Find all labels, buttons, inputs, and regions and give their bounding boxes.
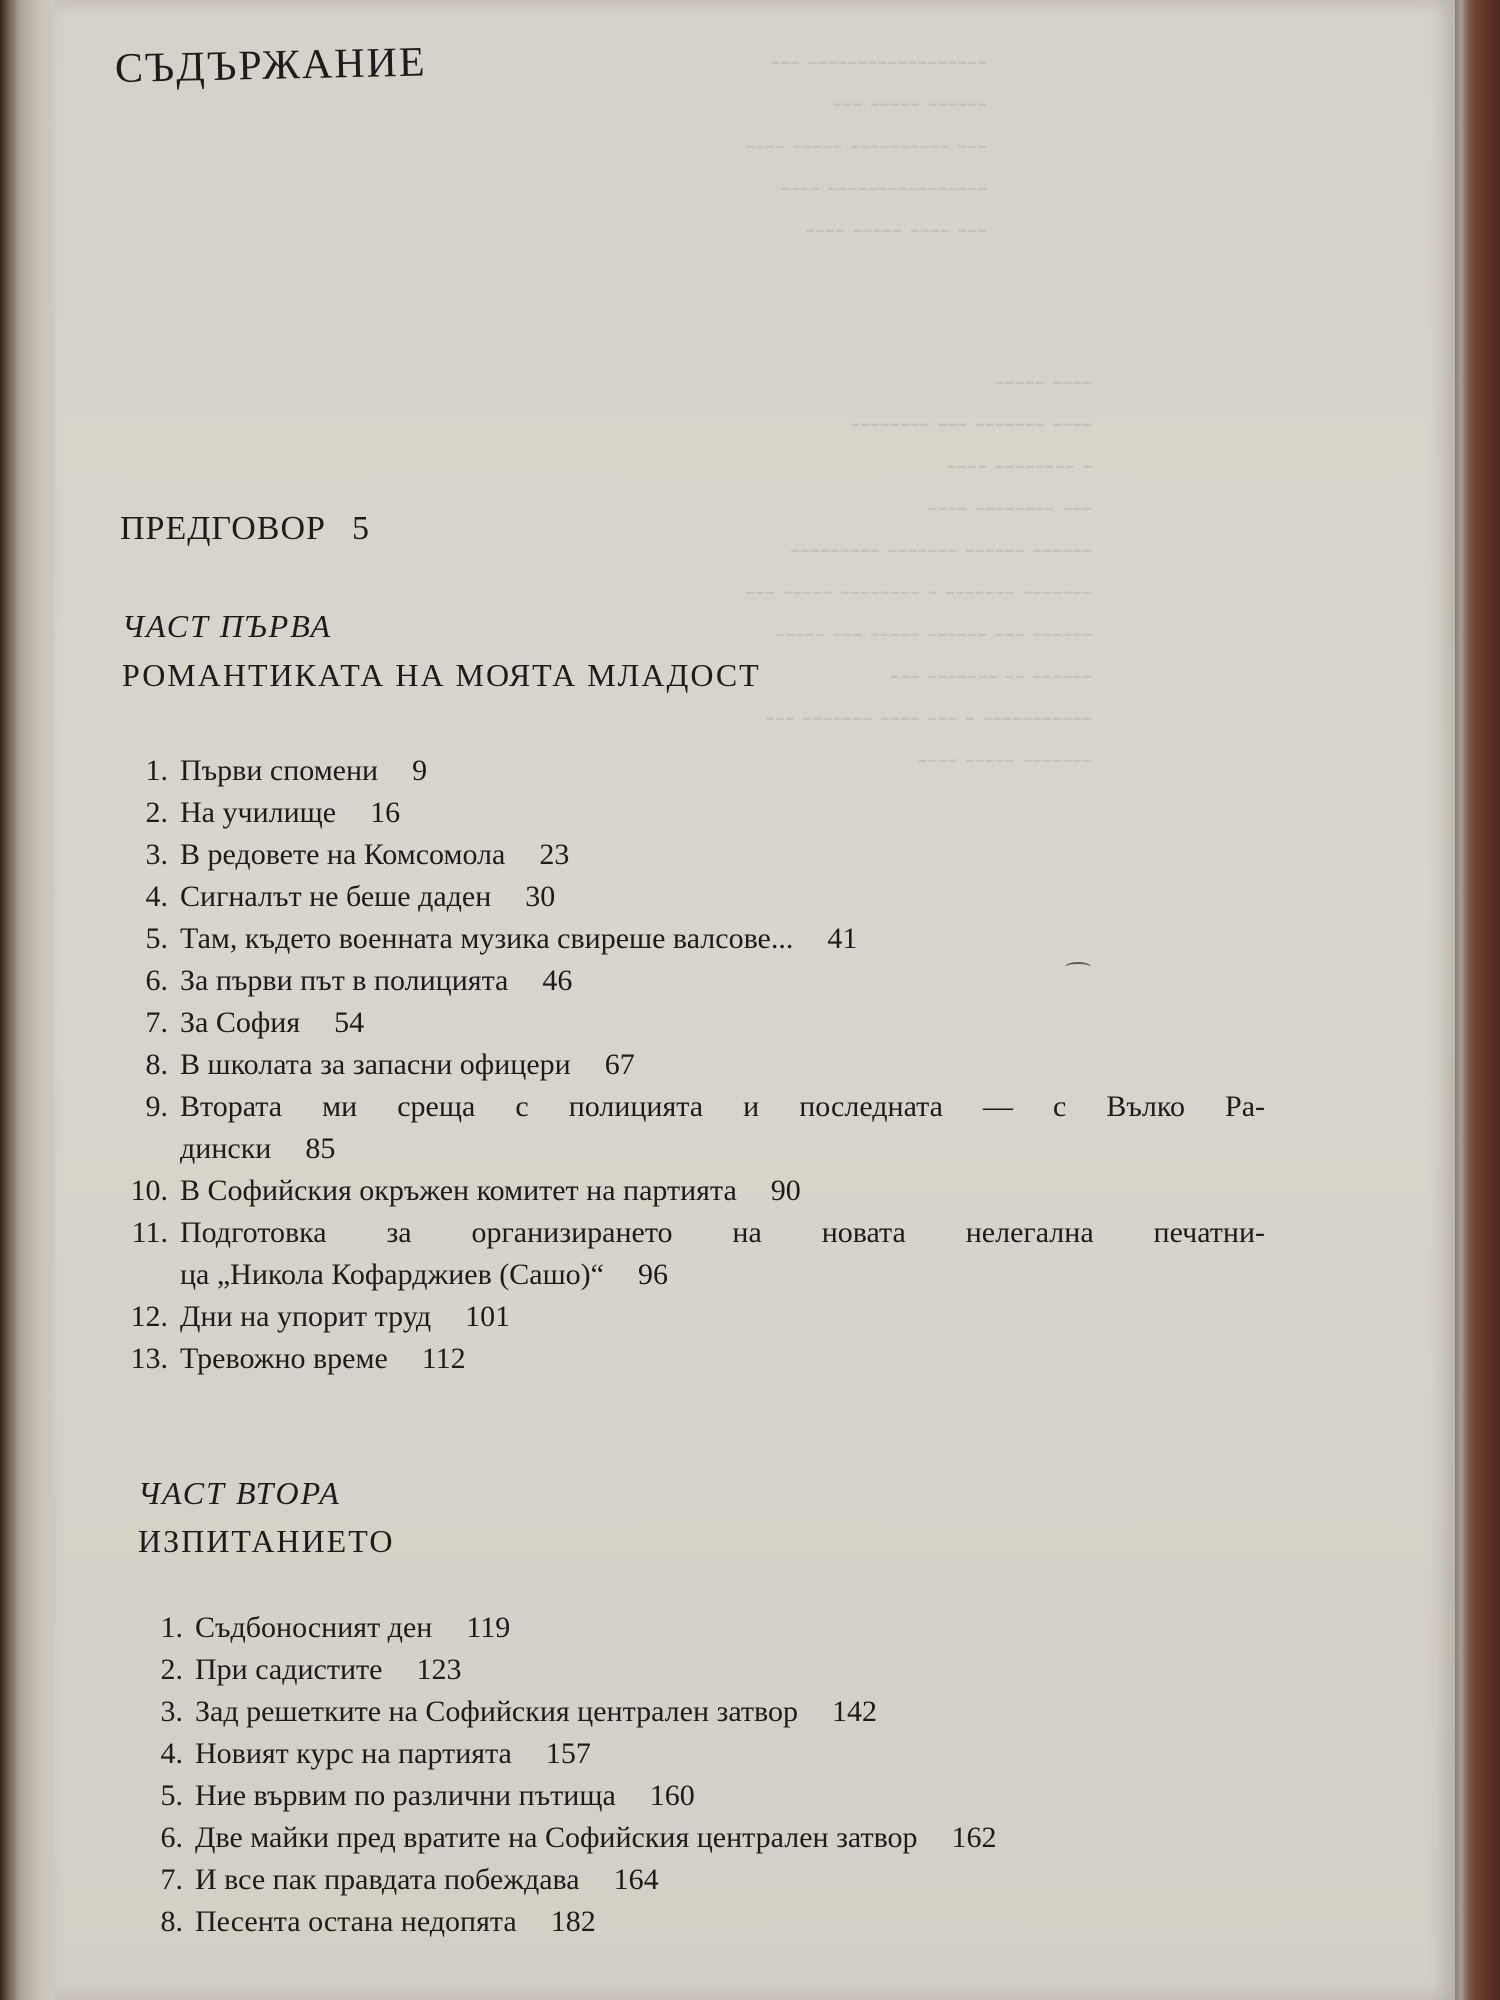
chapter-title-continued: ца „Никола Кофарджиев (Сашо)“ <box>180 1258 604 1291</box>
chapter-title: Новият курс на партията <box>195 1737 512 1770</box>
chapter-page: 90 <box>770 1174 801 1207</box>
chapter-page: 157 <box>545 1737 591 1770</box>
chapter-page: 67 <box>604 1048 635 1081</box>
chapter-title: Сигналът не беше даден <box>180 880 492 913</box>
toc-entry[interactable]: 4. Новият курс на партията 157 <box>160 1737 591 1770</box>
chapter-page: 46 <box>542 964 573 997</box>
toc-entry[interactable]: 8. Песента остана недопята 182 <box>160 1905 596 1938</box>
chapter-title: Там, където военната музика свиреше валсове... <box>180 922 794 955</box>
preface-entry[interactable] <box>120 510 370 548</box>
toc-entry[interactable]: 2. На училище 16 <box>145 796 401 829</box>
chapter-page: 41 <box>827 922 858 955</box>
toc-entry[interactable]: 12. Дни на упорит труд 101 <box>130 1300 511 1333</box>
chapter-page: 101 <box>465 1300 511 1333</box>
part2-title: ИЗПИТАНИЕТО <box>138 1523 395 1559</box>
chapter-page: 85 <box>305 1132 336 1165</box>
chapter-page: 112 <box>421 1342 466 1375</box>
toc-entry[interactable]: 7. И все пак правдата побеждава 164 <box>160 1863 659 1896</box>
chapter-title: В Софийския окръжен комитет на партията <box>180 1174 737 1207</box>
chapter-page: 160 <box>649 1779 695 1812</box>
chapter-page: 162 <box>951 1821 997 1854</box>
ink-mark <box>1065 962 1091 972</box>
page-edge <box>1455 0 1500 2000</box>
toc-entry[interactable]: 11. Подготовка за организирането на новата нелегална печатни- ца „Никола Кофарджиев (Сашо)“ 96 <box>128 1212 1265 1296</box>
toc-entry[interactable]: 5. Ние вървим по различни пътища 160 <box>160 1779 695 1812</box>
toc-entry[interactable]: 13. Тревожно време 112 <box>130 1342 466 1375</box>
part1-label: ЧАСТ ПЪРВА <box>122 608 333 644</box>
chapter-title: Втората ми среща с полицията и последната — с Вълко Ра- <box>180 1090 1265 1123</box>
chapter-title: Дни на упорит труд <box>180 1300 432 1333</box>
chapter-title: За първи път в полицията <box>180 964 509 997</box>
chapter-title: Тревожно време <box>180 1342 388 1375</box>
chapter-title: В школата за запасни офицери <box>180 1048 571 1081</box>
chapter-page: 142 <box>831 1695 877 1728</box>
toc-entry[interactable]: 5. Там, където военната музика свиреше валсове... 41 <box>145 922 858 955</box>
chapter-title: Зад решетките на Софийския централен затвор <box>195 1695 798 1728</box>
chapter-page: 119 <box>466 1611 511 1644</box>
chapter-page: 54 <box>334 1006 365 1039</box>
part1-title: РОМАНТИКАТА НА МОЯТА МЛАДОСТ <box>122 657 761 693</box>
toc-entry[interactable]: 7. За София 54 <box>145 1006 365 1039</box>
chapter-page: 123 <box>416 1653 462 1686</box>
part1-chapter-list <box>128 750 1265 1380</box>
chapter-page: 23 <box>539 838 570 871</box>
part2-chapter-list <box>143 1607 997 1943</box>
chapter-title: Ние вървим по различни пътища <box>195 1779 616 1812</box>
chapter-title-continued: дински <box>180 1132 272 1165</box>
toc-entry[interactable]: 9. Втората ми среща с полицията и последната — с Вълко Ра- дински 85 <box>128 1086 1265 1170</box>
toc-entry[interactable]: 6. Две майки пред вратите на Софийския централен затвор 162 <box>160 1821 997 1854</box>
chapter-title: Песента остана недопята <box>195 1905 517 1938</box>
toc-entry[interactable]: 1. Съдбоносният ден 119 <box>160 1611 511 1644</box>
show-through-text: ---- ----- ---- ------- --- -------- - -------- ---- --- -------- ---- ------ ------ ------- --------- ------- ------- - -------- ----- --- ------ --- ------ ----- --- ----- ------ -- ------- --- ----------- - --- ---- ------- --- ------- ----- ---- <box>745 364 1093 775</box>
chapter-title: И все пак правдата побеждава <box>195 1863 580 1896</box>
book-gutter <box>0 0 55 2000</box>
toc-entry[interactable]: 8. В школата за запасни офицери 67 <box>145 1048 635 1081</box>
chapter-title: На училище <box>180 796 337 829</box>
chapter-page: 16 <box>370 796 401 829</box>
toc-entry[interactable]: 10. В Софийския окръжен комитет на партията 90 <box>130 1174 801 1207</box>
toc-entry[interactable]: 3. В редовете на Комсомола 23 <box>145 838 570 871</box>
chapter-title: За София <box>180 1006 301 1039</box>
chapter-page: 30 <box>525 880 556 913</box>
chapter-title: Подготовка за организирането на новата нелегална печатни- <box>180 1216 1265 1249</box>
chapter-page: 164 <box>613 1863 659 1896</box>
chapter-page: 96 <box>637 1258 668 1291</box>
toc-entry[interactable]: 4. Сигналът не беше даден 30 <box>145 880 556 913</box>
chapter-title: Първи спомени <box>180 754 379 787</box>
toc-entry[interactable]: 2. При садистите 123 <box>160 1653 462 1686</box>
part2-label: ЧАСТ ВТОРА <box>138 1475 341 1511</box>
toc-entry[interactable]: 6. За първи път в полицията 46 <box>145 964 573 997</box>
toc-entry[interactable]: 3. Зад решетките на Софийския централен затвор 142 <box>160 1695 877 1728</box>
toc-entry[interactable]: 1. Първи спомени 9 <box>145 754 428 787</box>
chapter-title: При садистите <box>195 1653 383 1686</box>
chapter-title: Съдбоносният ден <box>195 1611 433 1644</box>
chapter-title: В редовете на Комсомола <box>180 838 506 871</box>
show-through-text: ------------------ --- ------ ----- --- --- ---------- ----- ---- ---------------- ---- --- ---- ----- ---- <box>745 44 988 245</box>
chapter-page: 9 <box>412 754 428 787</box>
page-title: СЪДЪРЖАНИЕ <box>114 39 428 92</box>
preface-label: ПРЕДГОВОР <box>120 510 326 547</box>
chapter-page: 182 <box>550 1905 596 1938</box>
chapter-title: Две майки пред вратите на Софийския централен затвор <box>195 1821 918 1854</box>
preface-page: 5 <box>351 510 370 547</box>
